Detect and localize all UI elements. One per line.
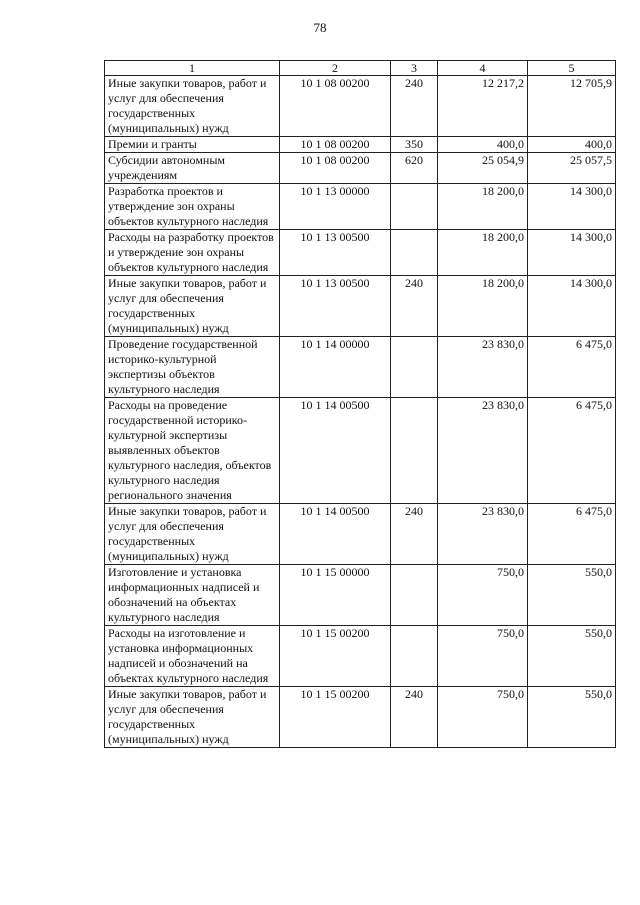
row-col4: 400,0 [438,137,528,153]
row-type: 240 [391,76,438,137]
row-type [391,626,438,687]
header-col-2: 2 [280,61,391,76]
row-col5: 6 475,0 [528,504,616,565]
table-row [105,153,616,184]
row-type: 620 [391,153,438,184]
row-col4: 750,0 [438,565,528,626]
header-col-3: 3 [391,61,438,76]
row-col4: 18 200,0 [438,230,528,276]
row-col5: 6 475,0 [528,337,616,398]
row-name: Иные закупки товаров, работ и услуг для обеспечения государственных (муниципальных) нужд [105,504,280,565]
row-col5: 25 057,5 [528,153,616,184]
row-col4: 25 054,9 [438,153,528,184]
row-code: 10 1 08 00200 [280,153,391,184]
row-name: Иные закупки товаров, работ и услуг для обеспечения государственных (муниципальных) нужд [105,687,280,748]
table-row [105,398,616,504]
row-type: 350 [391,137,438,153]
row-name: Премии и гранты [105,137,280,153]
header-col-1: 1 [105,61,280,76]
row-code: 10 1 13 00500 [280,230,391,276]
row-type [391,184,438,230]
table-row [105,137,616,153]
row-name: Расходы на изготовление и установка информационных надписей и обозначений на объектах культурного наследия [105,626,280,687]
row-col4: 750,0 [438,626,528,687]
row-name: Расходы на проведение государственной историко-культурной экспертизы выявленных объектов культурного наследия, объектов культурного наследия регионального значения [105,398,280,504]
table-row [105,337,616,398]
row-type [391,398,438,504]
row-code: 10 1 15 00000 [280,565,391,626]
row-col5: 550,0 [528,565,616,626]
row-name: Иные закупки товаров, работ и услуг для обеспечения государственных (муниципальных) нужд [105,276,280,337]
row-col4: 12 217,2 [438,76,528,137]
budget-table [104,60,616,748]
row-col4: 750,0 [438,687,528,748]
row-col5: 12 705,9 [528,76,616,137]
row-code: 10 1 13 00000 [280,184,391,230]
table-row [105,184,616,230]
table-row [105,565,616,626]
table-row [105,230,616,276]
row-code: 10 1 15 00200 [280,687,391,748]
row-col5: 550,0 [528,687,616,748]
row-code: 10 1 15 00200 [280,626,391,687]
row-col5: 14 300,0 [528,184,616,230]
table-row [105,76,616,137]
page-number: 78 [313,20,327,35]
row-type [391,337,438,398]
row-code: 10 1 08 00200 [280,76,391,137]
row-name: Разработка проектов и утверждение зон охраны объектов культурного наследия [105,184,280,230]
header-col-5: 5 [528,61,616,76]
row-code: 10 1 14 00500 [280,504,391,565]
table-header-row [105,61,616,76]
row-type: 240 [391,687,438,748]
row-code: 10 1 08 00200 [280,137,391,153]
row-name: Проведение государственной историко-культурной экспертизы объектов культурного наследия [105,337,280,398]
row-name: Изготовление и установка информационных надписей и обозначений на объектах культурного наследия [105,565,280,626]
row-code: 10 1 14 00000 [280,337,391,398]
table-row [105,504,616,565]
row-col5: 6 475,0 [528,398,616,504]
row-col4: 23 830,0 [438,504,528,565]
row-name: Расходы на разработку проектов и утверждение зон охраны объектов культурного наследия [105,230,280,276]
row-col4: 23 830,0 [438,398,528,504]
table-row [105,276,616,337]
row-name: Иные закупки товаров, работ и услуг для обеспечения государственных (муниципальных) нужд [105,76,280,137]
row-type: 240 [391,504,438,565]
table-row [105,626,616,687]
row-col5: 550,0 [528,626,616,687]
row-code: 10 1 14 00500 [280,398,391,504]
row-code: 10 1 13 00500 [280,276,391,337]
row-name: Субсидии автономным учреждениям [105,153,280,184]
table-row [105,687,616,748]
row-type [391,565,438,626]
header-col-4: 4 [438,61,528,76]
row-col5: 14 300,0 [528,276,616,337]
row-col4: 18 200,0 [438,184,528,230]
row-type: 240 [391,276,438,337]
row-col5: 14 300,0 [528,230,616,276]
row-type [391,230,438,276]
row-col4: 23 830,0 [438,337,528,398]
row-col4: 18 200,0 [438,276,528,337]
row-col5: 400,0 [528,137,616,153]
